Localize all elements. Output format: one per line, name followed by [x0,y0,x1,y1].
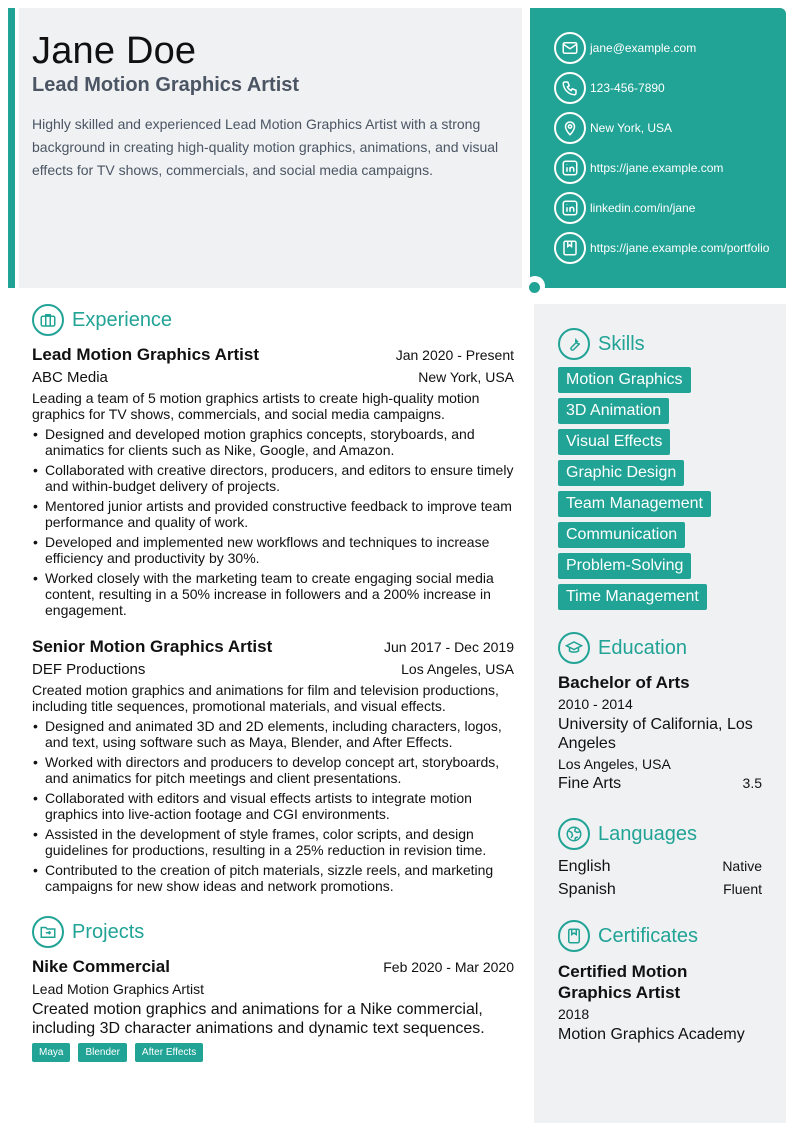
wrench-icon [558,328,590,360]
skill-tag: 3D Animation [558,398,669,424]
project-folder-icon [32,916,64,948]
header-accent-bar [8,8,15,288]
certificate-issuer: Motion Graphics Academy [558,1026,745,1043]
job-description: Created motion graphics and animations for film and television productions, including title sequences, promotional materials, and visual effects. [32,682,499,714]
education-title: Education [598,636,687,659]
job-bullet: • Worked closely with the marketing team to create engaging social media content, resulting in a 50% increase in followers and a 200% increase in engagement. [32,570,514,618]
job-bullets [32,426,514,618]
linkedin-icon [554,152,586,184]
languages-title: Languages [598,822,697,845]
certificates-heading [558,920,698,952]
contact-location-text: New York, USA [590,121,673,135]
briefcase-icon [32,304,64,336]
contact-linkedin-text: linkedin.com/in/jane [590,201,696,215]
contact-portfolio-text: https://jane.example.com/portfolio [590,241,770,255]
certificate-name: Certified Motion Graphics Artist [558,962,688,1002]
experience-title: Experience [72,308,173,331]
contact-website[interactable] [554,152,723,184]
skills-title: Skills [598,332,645,355]
job-title: Lead Motion Graphics Artist [32,345,260,364]
experience-item [32,637,514,898]
certificates-title: Certificates [598,924,699,947]
language-name: English [558,858,611,875]
contact-phone-text: 123-456-7890 [590,81,665,95]
contact-panel [530,8,786,288]
contact-phone[interactable] [554,72,665,104]
language-level: Native [722,858,762,874]
certificate-item [558,961,762,1044]
job-date: Jan 2020 - Present [395,347,514,363]
location-icon [554,112,586,144]
education-location: Los Angeles, USA [558,756,671,772]
portfolio-icon [554,232,586,264]
project-tag: Maya [32,1043,70,1062]
projects-heading [32,916,144,948]
certificate-icon [558,920,590,952]
job-bullet: • Collaborated with editors and visual effects artists to integrate motion graphics into live-action footage and CGI environments. [32,790,514,822]
candidate-name: Jane Doe [32,30,197,72]
language-name: Spanish [558,881,616,898]
education-degree: Bachelor of Arts [558,673,690,692]
job-bullet: • Worked with directors and producers to develop concept art, storyboards, and animatics for pitch meetings and client presentations. [32,754,514,786]
language-item [558,881,762,899]
globe-icon [558,818,590,850]
skill-tag: Problem-Solving [558,553,691,579]
header-connector-dot [529,282,540,293]
language-level: Fluent [723,881,762,897]
job-location: New York, USA [418,369,514,385]
skill-tag: Time Management [558,584,707,610]
job-bullets [32,718,514,894]
job-company: DEF Productions [32,661,146,678]
education-years: 2010 - 2014 [558,696,633,712]
skills-list [558,367,768,615]
project-tags [32,1043,514,1062]
contact-email-text: jane@example.com [590,41,697,55]
job-bullet: • Assisted in the development of style frames, color scripts, and design guidelines for productions, resulting in a 25% reduction in revision time. [32,826,514,858]
job-location: Los Angeles, USA [401,661,514,677]
job-bullet: • Contributed to the creation of pitch materials, sizzle reels, and marketing campaigns for new show ideas and network promotions. [32,862,514,894]
skill-tag: Communication [558,522,685,548]
experience-heading [32,304,172,336]
graduation-cap-icon [558,632,590,664]
education-heading [558,632,687,664]
job-bullet: • Designed and animated 3D and 2D elements, including characters, logos, and text, using software such as Maya, Blender, and After Effects. [32,718,514,750]
skill-tag: Motion Graphics [558,367,691,393]
linkedin-icon [554,192,586,224]
project-tag: After Effects [135,1043,203,1062]
education-school: University of California, Los Angeles [558,716,753,752]
contact-portfolio[interactable] [554,232,769,264]
job-bullet: • Collaborated with creative directors, producers, and editors to ensure timely and within-budget delivery of projects. [32,462,514,494]
language-item [558,858,762,876]
project-role: Lead Motion Graphics Artist [32,981,204,997]
experience-item [32,345,514,622]
languages-list [558,858,762,904]
certificate-year: 2018 [558,1006,590,1022]
languages-heading [558,818,697,850]
job-company: ABC Media [32,369,108,386]
job-bullet: • Developed and implemented new workflows and techniques to increase efficiency and productivity by 30%. [32,534,514,566]
education-gpa: 3.5 [742,775,762,791]
skill-tag: Graphic Design [558,460,684,486]
education-field: Fine Arts [558,775,622,792]
project-description: Created motion graphics and animations for a Nike commercial, including 3D character animations and dynamic text sequences. [32,1001,485,1037]
project-item [32,957,514,1062]
candidate-title: Lead Motion Graphics Artist [32,74,300,96]
phone-icon [554,72,586,104]
project-title: Nike Commercial [32,957,170,976]
contact-linkedin[interactable] [554,192,695,224]
education-item [558,673,762,793]
skill-tag: Team Management [558,491,711,517]
job-description: Leading a team of 5 motion graphics artists to create high-quality motion graphics for TV shows, commercials, and social media campaigns. [32,390,480,422]
job-date: Jun 2017 - Dec 2019 [384,639,514,655]
contact-website-text: https://jane.example.com [590,161,724,175]
project-date: Feb 2020 - Mar 2020 [383,959,514,975]
project-tag: Blender [78,1043,126,1062]
job-title: Senior Motion Graphics Artist [32,637,273,656]
projects-title: Projects [72,920,145,943]
job-bullet: • Mentored junior artists and provided constructive feedback to improve team performance and quality of work. [32,498,514,530]
email-icon [554,32,586,64]
skills-heading [558,328,645,360]
contact-location [554,112,672,144]
summary-text: Highly skilled and experienced Lead Motion Graphics Artist with a strong background in creating high-quality motion graphics, animations, and visual effects for TV shows, commercials, and social media campaigns. [32,116,499,178]
contact-email[interactable] [554,32,696,64]
job-bullet: • Designed and developed motion graphics concepts, storyboards, and animatics for clients such as Nike, Google, and Amazon. [32,426,514,458]
skill-tag: Visual Effects [558,429,670,455]
